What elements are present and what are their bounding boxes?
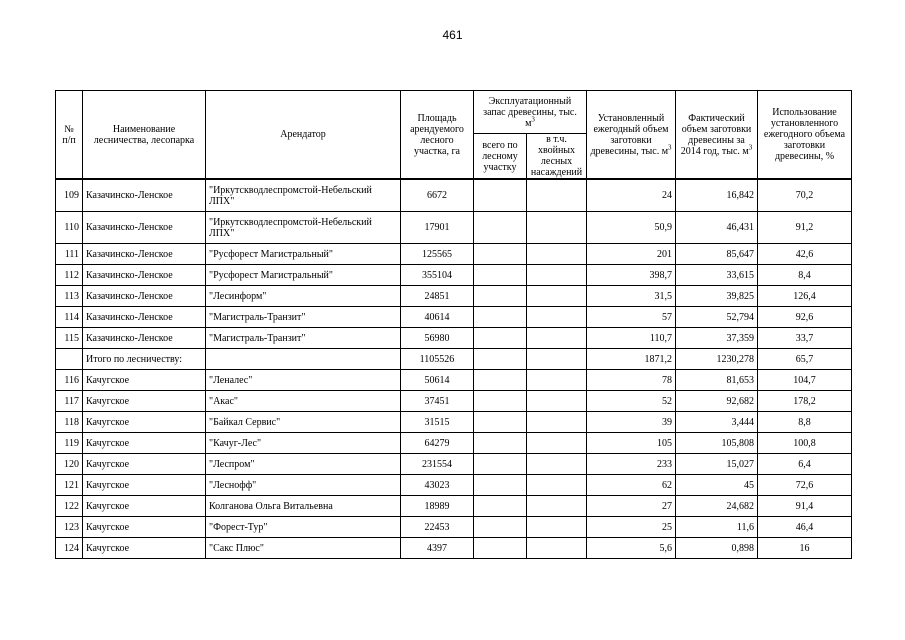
cell-area: 4397 — [401, 538, 474, 559]
cell-established: 398,7 — [587, 265, 676, 286]
cell-area: 43023 — [401, 475, 474, 496]
cell-area: 31515 — [401, 412, 474, 433]
cell-area: 50614 — [401, 370, 474, 391]
cell-actual: 45 — [676, 475, 758, 496]
cell-reserve-total — [474, 475, 527, 496]
cell-forestry: Качугское — [83, 370, 206, 391]
cell-reserve-conifer — [527, 538, 587, 559]
table-row — [56, 475, 852, 496]
cell-forestry: Качугское — [83, 538, 206, 559]
cell-reserve-total — [474, 454, 527, 475]
cell-reserve-conifer — [527, 265, 587, 286]
cell-actual: 105,808 — [676, 433, 758, 454]
cell-tenant: "Лесинформ" — [206, 286, 401, 307]
cell-tenant: Колганова Ольга Витальевна — [206, 496, 401, 517]
cell-forestry: Казачинско-Ленское — [83, 307, 206, 328]
cell-forestry: Казачинско-Ленское — [83, 212, 206, 244]
cell-reserve-conifer — [527, 179, 587, 212]
cell-reserve-conifer — [527, 475, 587, 496]
cell-reserve-conifer — [527, 244, 587, 265]
cell-forestry: Качугское — [83, 496, 206, 517]
cell-actual: 11,6 — [676, 517, 758, 538]
table-row — [56, 212, 852, 244]
cell-area: 56980 — [401, 328, 474, 349]
page-number: 461 — [442, 28, 463, 42]
cell-tenant: "Качуг-Лес" — [206, 433, 401, 454]
header-reserve-conifer: в т.ч. хвойных лесных насаждений — [527, 134, 587, 180]
cell-area: 17901 — [401, 212, 474, 244]
cell-tenant: "Леснофф" — [206, 475, 401, 496]
header-num: № п/п — [56, 91, 83, 180]
header-reserve-sup: 3 — [531, 115, 535, 124]
subtotal-row — [56, 349, 852, 370]
table-row — [56, 538, 852, 559]
cell-reserve-total — [474, 517, 527, 538]
cell-num: 112 — [56, 265, 83, 286]
cell-reserve-conifer — [527, 370, 587, 391]
cell-num: 121 — [56, 475, 83, 496]
table-row — [56, 370, 852, 391]
table-row — [56, 328, 852, 349]
cell-area: 6672 — [401, 179, 474, 212]
cell-established: 50,9 — [587, 212, 676, 244]
cell-tenant: "Иркутскводлеспромстой-Небельский ЛПХ" — [206, 212, 401, 244]
cell-reserve-conifer — [527, 307, 587, 328]
cell-usage: 100,8 — [758, 433, 852, 454]
table-row — [56, 517, 852, 538]
table-row — [56, 496, 852, 517]
cell-usage: 65,7 — [758, 349, 852, 370]
cell-usage: 46,4 — [758, 517, 852, 538]
cell-num: 124 — [56, 538, 83, 559]
header-reserve — [474, 91, 587, 134]
cell-reserve-total — [474, 433, 527, 454]
cell-num — [56, 349, 83, 370]
cell-reserve-total — [474, 179, 527, 212]
cell-num: 111 — [56, 244, 83, 265]
cell-num: 109 — [56, 179, 83, 212]
cell-reserve-total — [474, 496, 527, 517]
cell-established: 25 — [587, 517, 676, 538]
cell-tenant: "Русфорест Магистральный" — [206, 265, 401, 286]
cell-area: 24851 — [401, 286, 474, 307]
cell-num: 118 — [56, 412, 83, 433]
cell-usage: 70,2 — [758, 179, 852, 212]
cell-tenant: "Русфорест Магистральный" — [206, 244, 401, 265]
cell-tenant: "Магистраль-Транзит" — [206, 328, 401, 349]
cell-area: 22453 — [401, 517, 474, 538]
cell-num: 115 — [56, 328, 83, 349]
cell-forestry: Качугское — [83, 433, 206, 454]
cell-area: 1105526 — [401, 349, 474, 370]
cell-forestry: Качугское — [83, 517, 206, 538]
cell-usage: 92,6 — [758, 307, 852, 328]
header-usage: Использование установленного ежегодного объема заготовки древесины, % — [758, 91, 852, 180]
cell-tenant: "Байкал Сервис" — [206, 412, 401, 433]
header-reserve-total: всего по лесному участку — [474, 134, 527, 180]
cell-forestry: Качугское — [83, 412, 206, 433]
forest-lease-table — [55, 90, 852, 559]
cell-actual: 92,682 — [676, 391, 758, 412]
cell-num: 114 — [56, 307, 83, 328]
cell-num: 116 — [56, 370, 83, 391]
header-forestry: Наименование лесничества, лесопарка — [83, 91, 206, 180]
cell-forestry: Качугское — [83, 391, 206, 412]
cell-tenant: "Леналес" — [206, 370, 401, 391]
cell-reserve-conifer — [527, 349, 587, 370]
cell-forestry: Казачинско-Ленское — [83, 265, 206, 286]
cell-forestry: Казачинско-Ленское — [83, 286, 206, 307]
header-reserve-label: Эксплуатационный запас древесины, тыс. м — [483, 95, 577, 129]
cell-actual: 0,898 — [676, 538, 758, 559]
cell-forestry: Качугское — [83, 454, 206, 475]
cell-established: 57 — [587, 307, 676, 328]
header-actual-label: Фактический объем заготовки древесины за 2014 год, тыс. м — [680, 112, 752, 157]
cell-actual: 15,027 — [676, 454, 758, 475]
table-row — [56, 391, 852, 412]
cell-forestry: Итого по лесничеству: — [83, 349, 206, 370]
table-row — [56, 265, 852, 286]
header-actual-sup: 3 — [748, 143, 753, 152]
cell-num: 120 — [56, 454, 83, 475]
cell-established: 52 — [587, 391, 676, 412]
cell-established: 39 — [587, 412, 676, 433]
cell-usage: 16 — [758, 538, 852, 559]
cell-established: 233 — [587, 454, 676, 475]
header-actual — [676, 91, 758, 180]
table-row — [56, 307, 852, 328]
header-tenant: Арендатор — [206, 91, 401, 180]
cell-established: 78 — [587, 370, 676, 391]
cell-tenant: "Леспром" — [206, 454, 401, 475]
header-established-sup: 3 — [668, 143, 672, 152]
cell-actual: 37,359 — [676, 328, 758, 349]
cell-usage: 6,4 — [758, 454, 852, 475]
cell-area: 125565 — [401, 244, 474, 265]
cell-reserve-conifer — [527, 212, 587, 244]
cell-forestry: Казачинско-Ленское — [83, 179, 206, 212]
cell-num: 119 — [56, 433, 83, 454]
cell-num: 117 — [56, 391, 83, 412]
cell-area: 37451 — [401, 391, 474, 412]
header-area: Площадь арендуемого лесного участка, га — [401, 91, 474, 180]
cell-actual: 39,825 — [676, 286, 758, 307]
cell-actual: 85,647 — [676, 244, 758, 265]
cell-reserve-total — [474, 307, 527, 328]
cell-reserve-conifer — [527, 412, 587, 433]
cell-usage: 104,7 — [758, 370, 852, 391]
cell-actual: 46,431 — [676, 212, 758, 244]
cell-tenant: "Форест-Тур" — [206, 517, 401, 538]
cell-area: 355104 — [401, 265, 474, 286]
table-row — [56, 433, 852, 454]
cell-reserve-conifer — [527, 433, 587, 454]
cell-established: 31,5 — [587, 286, 676, 307]
cell-reserve-total — [474, 538, 527, 559]
cell-established: 105 — [587, 433, 676, 454]
cell-usage: 91,2 — [758, 212, 852, 244]
cell-established: 1871,2 — [587, 349, 676, 370]
cell-reserve-total — [474, 370, 527, 391]
cell-usage: 126,4 — [758, 286, 852, 307]
cell-reserve-conifer — [527, 517, 587, 538]
cell-reserve-total — [474, 328, 527, 349]
header-established — [587, 91, 676, 180]
cell-actual: 3,444 — [676, 412, 758, 433]
table-row — [56, 454, 852, 475]
cell-num: 113 — [56, 286, 83, 307]
cell-usage: 42,6 — [758, 244, 852, 265]
cell-area: 18989 — [401, 496, 474, 517]
cell-reserve-conifer — [527, 286, 587, 307]
table-row — [56, 412, 852, 433]
cell-reserve-total — [474, 286, 527, 307]
cell-actual: 24,682 — [676, 496, 758, 517]
cell-reserve-conifer — [527, 454, 587, 475]
cell-established: 27 — [587, 496, 676, 517]
cell-usage: 72,6 — [758, 475, 852, 496]
cell-num: 110 — [56, 212, 83, 244]
cell-tenant: "Сакс Плюс" — [206, 538, 401, 559]
cell-established: 201 — [587, 244, 676, 265]
table-body — [56, 179, 852, 559]
cell-actual: 52,794 — [676, 307, 758, 328]
cell-reserve-total — [474, 265, 527, 286]
cell-reserve-total — [474, 212, 527, 244]
cell-reserve-total — [474, 349, 527, 370]
cell-reserve-conifer — [527, 391, 587, 412]
cell-tenant: "Иркутскводлеспромстой-Небельский ЛПХ" — [206, 179, 401, 212]
cell-usage: 33,7 — [758, 328, 852, 349]
cell-forestry: Казачинско-Ленское — [83, 328, 206, 349]
cell-usage: 178,2 — [758, 391, 852, 412]
table-row — [56, 286, 852, 307]
cell-reserve-total — [474, 244, 527, 265]
cell-area: 40614 — [401, 307, 474, 328]
cell-reserve-total — [474, 412, 527, 433]
table-row — [56, 244, 852, 265]
cell-actual: 81,653 — [676, 370, 758, 391]
cell-usage: 8,8 — [758, 412, 852, 433]
cell-actual: 1230,278 — [676, 349, 758, 370]
cell-reserve-conifer — [527, 496, 587, 517]
cell-reserve-total — [474, 391, 527, 412]
table-header — [56, 91, 852, 180]
cell-tenant — [206, 349, 401, 370]
cell-established: 5,6 — [587, 538, 676, 559]
cell-usage: 8,4 — [758, 265, 852, 286]
cell-established: 62 — [587, 475, 676, 496]
cell-tenant: "Магистраль-Транзит" — [206, 307, 401, 328]
cell-num: 122 — [56, 496, 83, 517]
cell-reserve-conifer — [527, 328, 587, 349]
cell-area: 231554 — [401, 454, 474, 475]
cell-area: 64279 — [401, 433, 474, 454]
header-established-label: Установленный ежегодный объем заготовки древесины, тыс. м — [590, 112, 669, 157]
cell-num: 123 — [56, 517, 83, 538]
cell-actual: 16,842 — [676, 179, 758, 212]
cell-established: 110,7 — [587, 328, 676, 349]
cell-forestry: Казачинско-Ленское — [83, 244, 206, 265]
cell-actual: 33,615 — [676, 265, 758, 286]
cell-usage: 91,4 — [758, 496, 852, 517]
cell-forestry: Качугское — [83, 475, 206, 496]
cell-tenant: "Акас" — [206, 391, 401, 412]
table-row — [56, 179, 852, 212]
cell-established: 24 — [587, 179, 676, 212]
